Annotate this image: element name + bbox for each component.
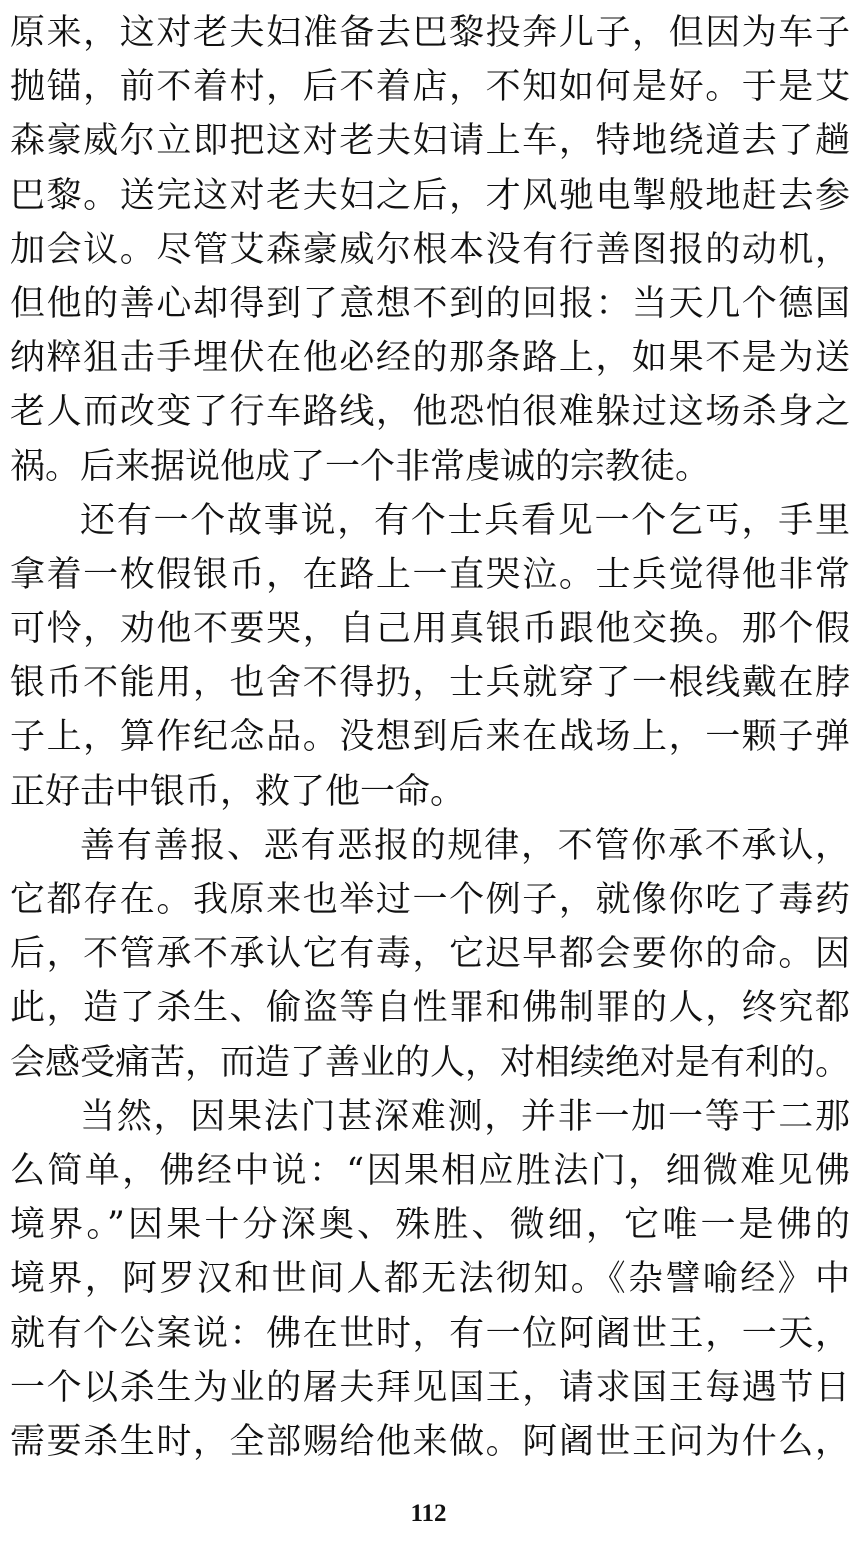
text-line: 原来，这对老夫妇准备去巴黎投奔儿子，但因为车子	[10, 13, 850, 53]
text-line: 一个以杀生为业的屠夫拜见国王，请求国王每遇节日	[10, 1367, 850, 1408]
text-line: 会感受痛苦，而造了善业的人，对相续绝对是有利的。	[10, 1042, 851, 1083]
text-line: 它都存在。我原来也举过一个例子，就像你吃了毒药	[10, 880, 850, 920]
text-line: 此，造了杀生、偷盗等自性罪和佛制罪的人，终究都	[10, 988, 850, 1029]
text-line: 子上，算作纪念品。没想到后来在战场上，一颗子弹	[10, 717, 850, 758]
paragraph-start-line: 善有善报、恶有恶报的规律，不管你承不承认，	[80, 825, 850, 866]
text-line: 巴黎。送完这对老夫妇之后，才风驰电掣般地赶去参	[10, 175, 850, 216]
paragraph-start-line: 还有一个故事说，有个士兵看见一个乞丐，手里	[80, 500, 850, 541]
text-line: 森豪威尔立即把这对老夫妇请上车，特地绕道去了趟	[10, 121, 850, 162]
page-number: 112	[410, 1500, 447, 1527]
paragraph-start-line: 当然，因果法门甚深难测，并非一加一等于二那	[80, 1096, 850, 1137]
text-line: 么简单，佛经中说：“因果相应胜法门，细微难见佛	[10, 1150, 850, 1191]
text-line: 境界。”因果十分深奥、殊胜、微细，它唯一是佛的	[10, 1205, 850, 1246]
text-line: 但他的善心却得到了意想不到的回报：当天几个德国	[10, 283, 850, 324]
text-line: 祸。后来据说他成了一个非常虔诚的宗教徒。	[10, 446, 711, 487]
text-line: 正好击中银币，救了他一命。	[10, 771, 466, 812]
text-line: 加会议。尽管艾森豪威尔根本没有行善图报的动机，	[10, 229, 850, 270]
text-line: 纳粹狙击手埋伏在他必经的那条路上，如果不是为送	[10, 338, 850, 379]
text-line: 银币不能用，也舍不得扔，士兵就穿了一根线戴在脖	[10, 663, 850, 704]
text-line: 后，不管承不承认它有毒，它迟早都会要你的命。因	[10, 934, 850, 975]
text-line: 就有个公案说：佛在世时，有一位阿阇世王，一天，	[10, 1313, 850, 1354]
text-line: 老人而改变了行车路线，他恐怕很难躲过这场杀身之	[10, 392, 850, 433]
text-line: 境界，阿罗汉和世间人都无法彻知。《杂譬喻经》中	[10, 1259, 850, 1300]
body-text	[10, 6, 850, 1469]
text-line: 可怜，劝他不要哭，自己用真银币跟他交换。那个假	[10, 609, 850, 650]
text-line: 拿着一枚假银币，在路上一直哭泣。士兵觉得他非常	[10, 554, 850, 595]
text-line: 需要杀生时，全部赐给他来做。阿阇世王问为什么，	[10, 1421, 850, 1462]
text-line: 抛锚，前不着村，后不着店，不知如何是好。于是艾	[10, 67, 850, 108]
